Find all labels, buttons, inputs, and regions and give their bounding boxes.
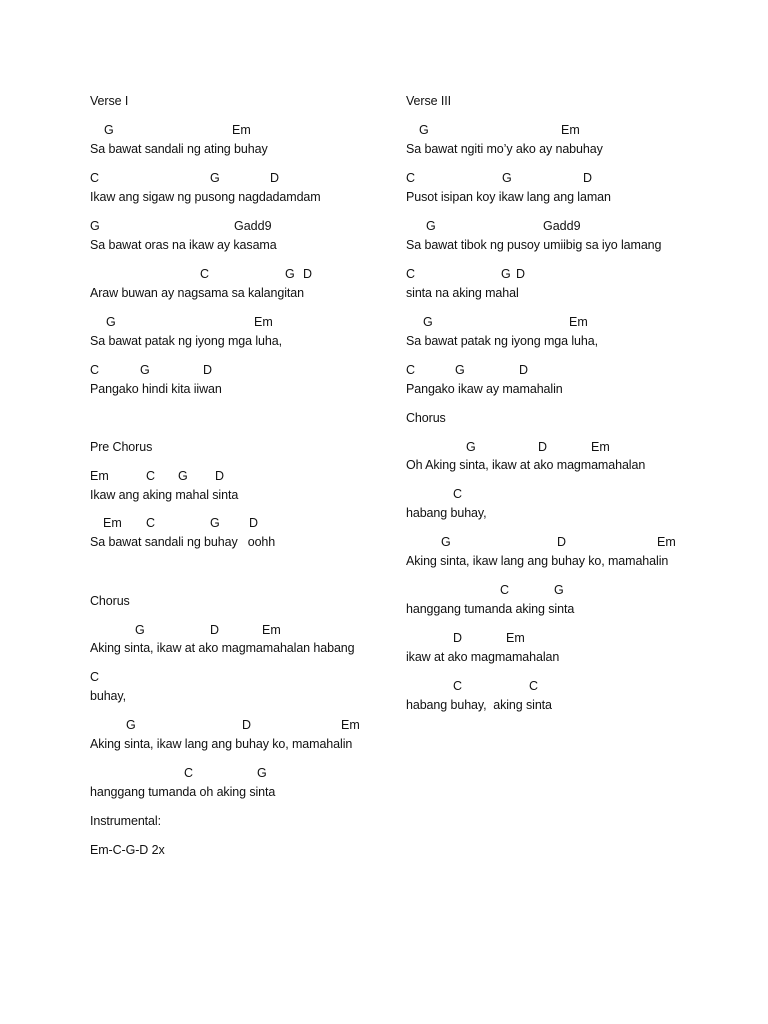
chord: C	[146, 469, 156, 483]
chord: D	[270, 171, 280, 185]
lyric-line: buhay,	[90, 689, 127, 703]
instrumental-heading: Instrumental:	[90, 814, 161, 828]
lyric-line: Sa bawat sandali ng buhay oohh	[90, 535, 276, 549]
chord: G	[178, 469, 188, 483]
chord: G	[423, 315, 433, 329]
chord: D	[203, 363, 213, 377]
chorus-heading: Chorus	[90, 594, 130, 608]
chord: D	[249, 516, 259, 530]
chord: G	[426, 219, 436, 233]
chord: G	[554, 583, 564, 597]
chord: Em	[569, 315, 588, 329]
chord: Em	[232, 123, 251, 137]
lyric-line: Aking sinta, ikaw lang ang buhay ko, mamahalin	[90, 737, 353, 751]
lyric-line: Sa bawat oras na ikaw ay kasama	[90, 238, 277, 252]
lyric-line: hanggang tumanda oh aking sinta	[90, 785, 276, 799]
chord: G	[466, 440, 476, 454]
chord: G	[140, 363, 150, 377]
lyric-line: hanggang tumanda aking sinta	[406, 602, 575, 616]
pre-chorus-heading: Pre Chorus	[90, 440, 153, 454]
chord: C	[500, 583, 510, 597]
chord: C	[90, 171, 100, 185]
lyric-line: Oh Aking sinta, ikaw at ako magmamahalan	[406, 458, 646, 472]
chord: Em	[341, 718, 360, 732]
instrumental-chords: Em-C-G-D 2x	[90, 843, 165, 857]
chord: G	[501, 267, 511, 281]
lyric-line: Sa bawat sandali ng ating buhay	[90, 142, 268, 156]
lyric-line: Pangako hindi kita iiwan	[90, 382, 222, 396]
chord: Em	[506, 631, 525, 645]
chord: D	[303, 267, 313, 281]
chord: D	[215, 469, 225, 483]
verse-1-heading: Verse I	[90, 94, 129, 108]
chord: C	[90, 670, 100, 684]
lyric-line: Pangako ikaw ay mamahalin	[406, 382, 563, 396]
lyric-line: ikaw at ako magmamahalan	[406, 650, 560, 664]
chord: D	[242, 718, 252, 732]
chord: Em	[561, 123, 580, 137]
chord: G	[90, 219, 100, 233]
chord: Em	[262, 623, 281, 637]
chord: Em	[657, 535, 676, 549]
chord: C	[406, 267, 416, 281]
chord: D	[516, 267, 526, 281]
chord: Em	[90, 469, 109, 483]
lyric-line: Ikaw ang sigaw ng pusong nagdadamdam	[90, 190, 321, 204]
chord: C	[406, 171, 416, 185]
chord: G	[455, 363, 465, 377]
chord: C	[406, 363, 416, 377]
chord: G	[419, 123, 429, 137]
lyric-line: Pusot isipan koy ikaw lang ang laman	[406, 190, 611, 204]
chord: C	[453, 679, 463, 693]
chord: Em	[103, 516, 122, 530]
lyric-line: Sa bawat patak ng iyong mga luha,	[90, 334, 282, 348]
chord: Gadd9	[543, 219, 581, 233]
chord: G	[210, 171, 220, 185]
chord: G	[257, 766, 267, 780]
chord: D	[210, 623, 220, 637]
chord: C	[200, 267, 210, 281]
chord: D	[519, 363, 529, 377]
lyric-line: Sa bawat patak ng iyong mga luha,	[406, 334, 598, 348]
lyric-line: habang buhay,	[406, 506, 487, 520]
lyric-line: Ikaw ang aking mahal sinta	[90, 488, 239, 502]
chord: G	[106, 315, 116, 329]
chord: Gadd9	[234, 219, 272, 233]
lyric-line: Sa bawat ngiti mo’y ako ay nabuhay	[406, 142, 603, 156]
chord: G	[441, 535, 451, 549]
chord: G	[210, 516, 220, 530]
chorus-heading: Chorus	[406, 411, 446, 425]
lyric-line: Aking sinta, ikaw lang ang buhay ko, mamahalin	[406, 554, 669, 568]
chord: C	[90, 363, 100, 377]
chord: C	[529, 679, 539, 693]
chord: Em	[591, 440, 610, 454]
chord: D	[538, 440, 548, 454]
lyric-line: Araw buwan ay nagsama sa kalangitan	[90, 286, 304, 300]
lyric-line: habang buhay, aking sinta	[406, 698, 552, 712]
chord: G	[135, 623, 145, 637]
chord: C	[184, 766, 194, 780]
lyric-line: Sa bawat tibok ng pusoy umiibig sa iyo lamang	[406, 238, 662, 252]
chord: G	[104, 123, 114, 137]
chord: G	[502, 171, 512, 185]
chord: C	[146, 516, 156, 530]
chord: C	[453, 487, 463, 501]
chord: D	[583, 171, 593, 185]
lyric-line: Aking sinta, ikaw at ako magmamahalan habang	[90, 641, 355, 655]
chord: D	[557, 535, 567, 549]
chord: D	[453, 631, 463, 645]
verse-3-heading: Verse III	[406, 94, 451, 108]
chord: G	[126, 718, 136, 732]
chord: G	[285, 267, 295, 281]
lyric-line: sinta na aking mahal	[406, 286, 519, 300]
chord: Em	[254, 315, 273, 329]
